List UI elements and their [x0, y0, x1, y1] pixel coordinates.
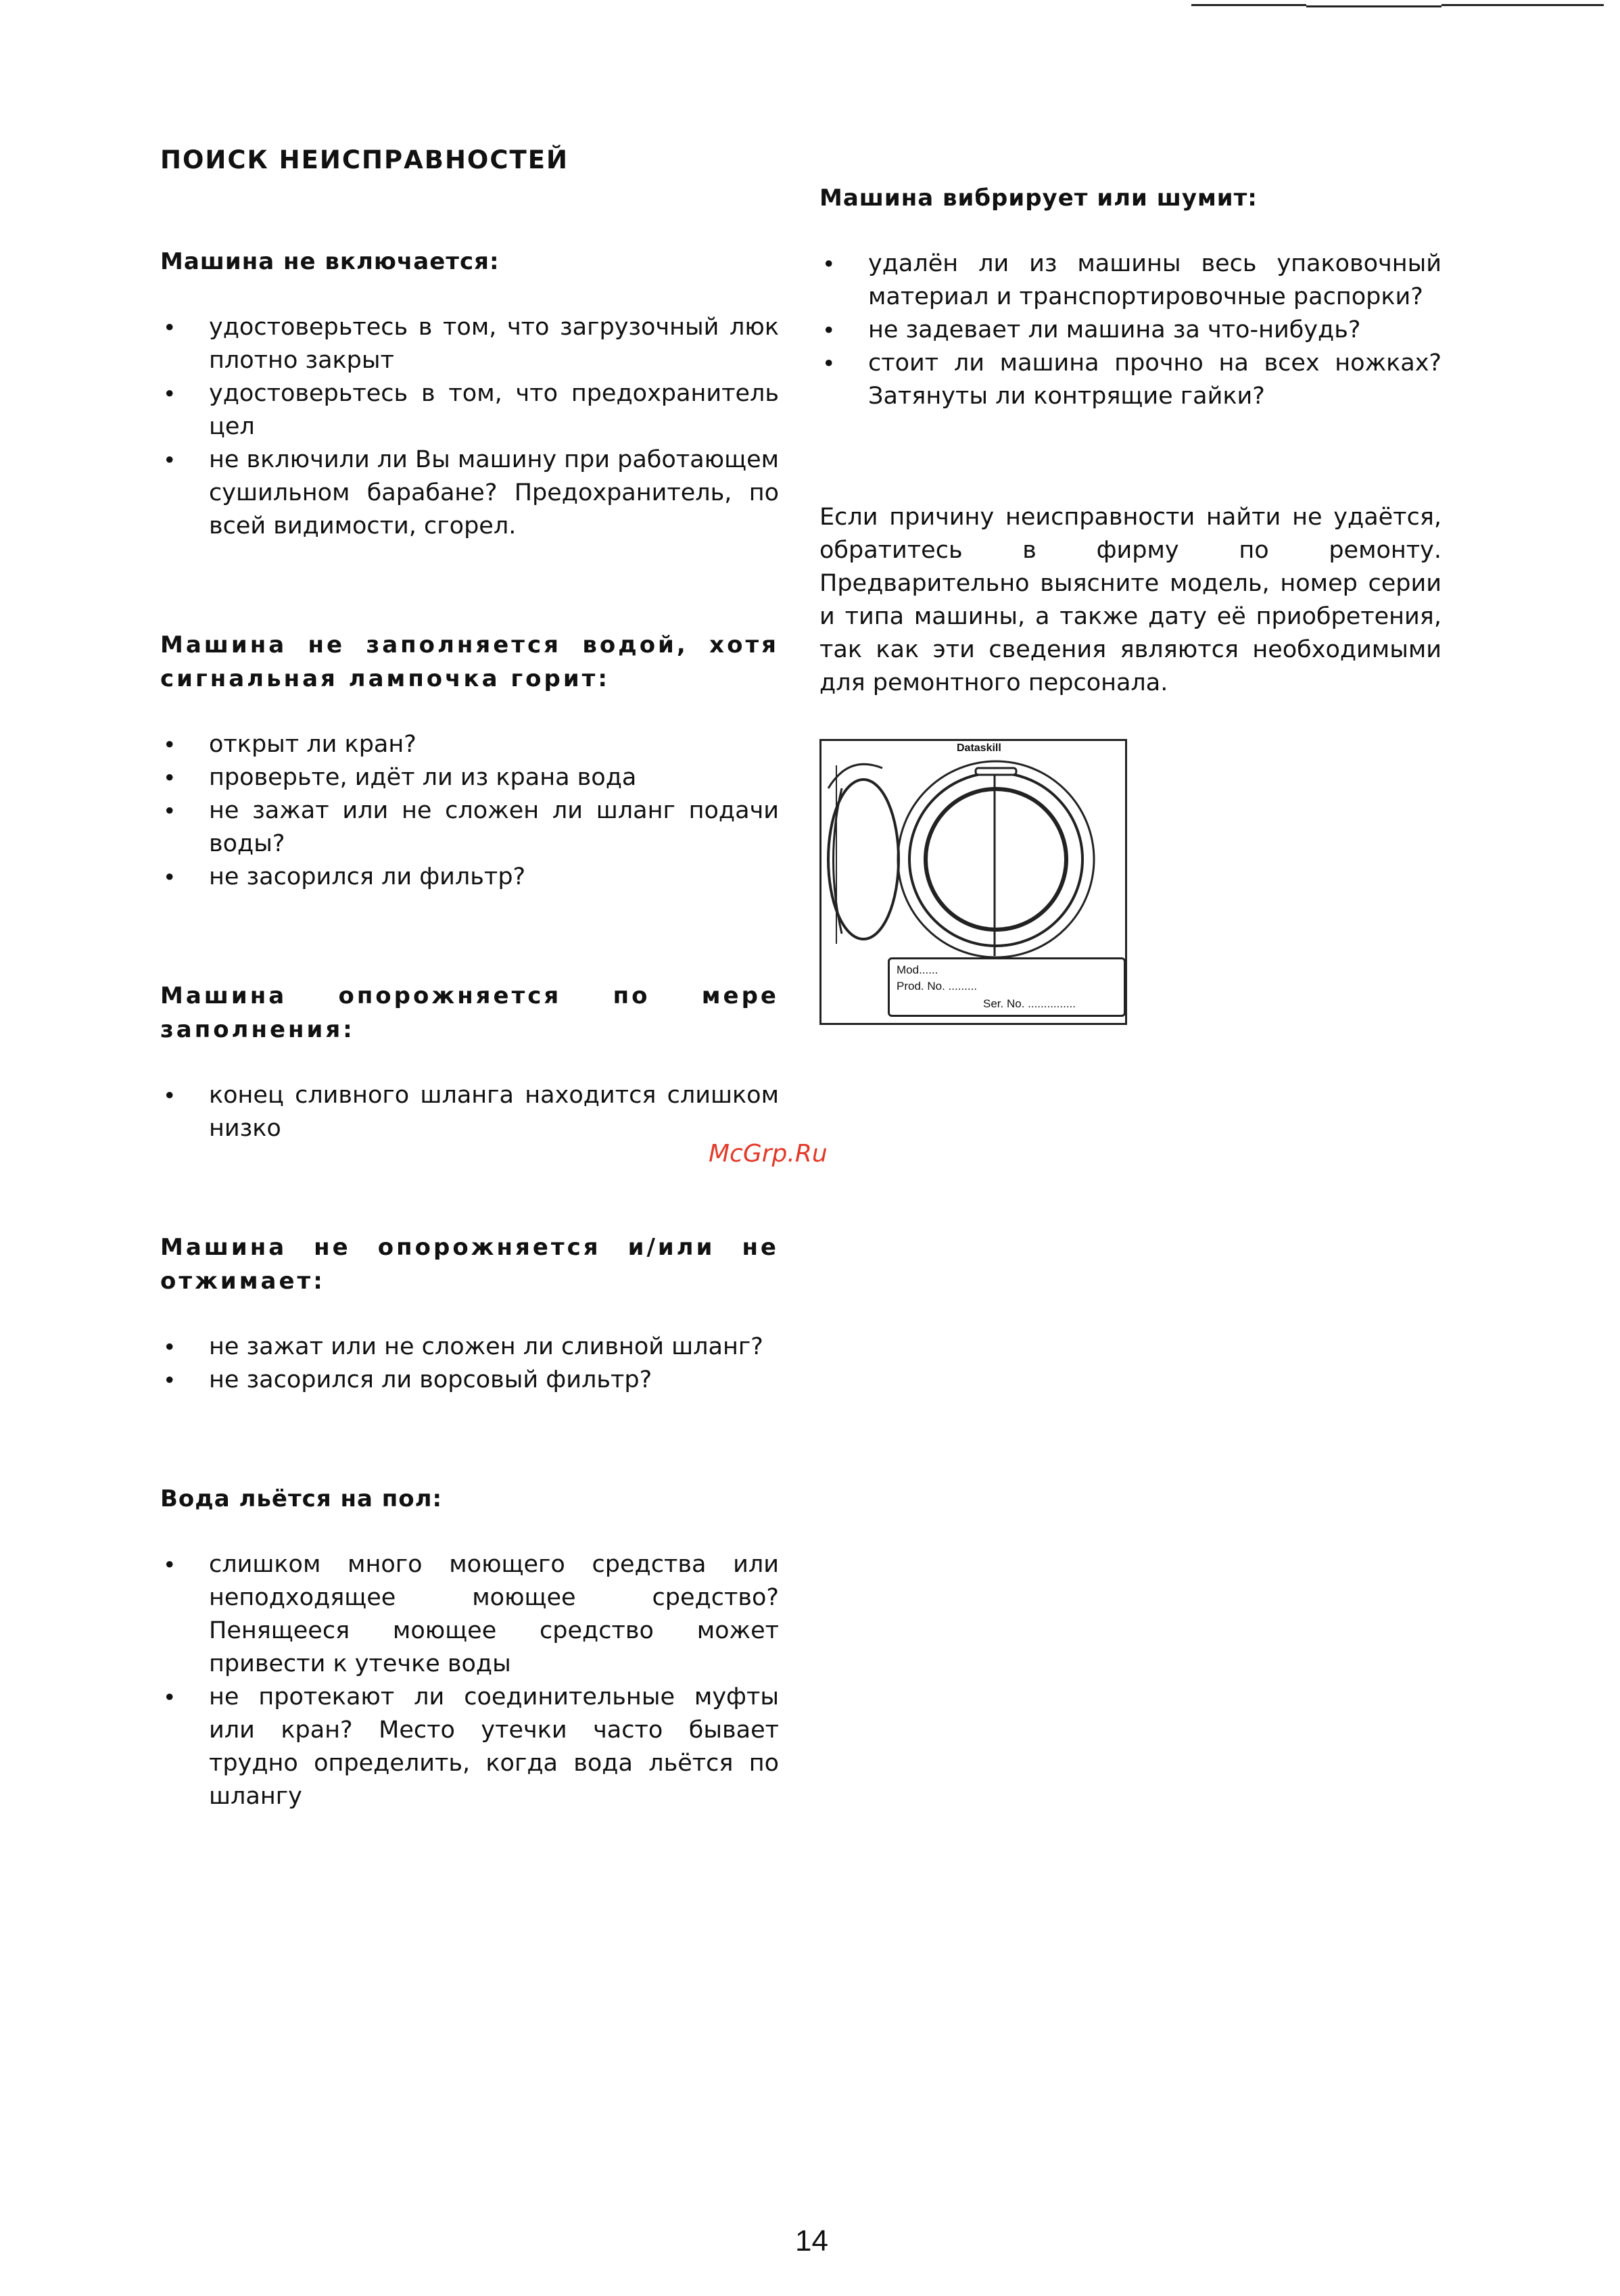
- top-rule: [1191, 4, 1306, 6]
- bullet-list: [819, 247, 1442, 413]
- bullet-list: [160, 1548, 779, 1813]
- bullet-list: [160, 1079, 779, 1145]
- section-heading: Машина вибрирует или шумит:: [819, 185, 1258, 212]
- section: [160, 245, 779, 543]
- section: [160, 628, 779, 894]
- section: [160, 1482, 779, 1813]
- section: [160, 979, 779, 1145]
- top-rule: [1442, 4, 1604, 6]
- brand-label: Dataskill: [957, 742, 1001, 754]
- list-item: • не протекают ли соединительные муфты или кран? Место утечки часто бывает трудно определить, когда вода льётся по шлангу: [160, 1681, 779, 1813]
- list-item: • не засорился ли ворсовый фильтр?: [160, 1364, 779, 1397]
- plate-prod-label: Prod. No. .........: [897, 980, 978, 992]
- right-column: [819, 181, 1442, 700]
- service-paragraph: Если причину неисправности найти не удаётся, обратитесь в фирму по ремонту. Предварительно выясните модель, номер серии и типа машины, а также дату её приобретения, так как эти сведения являются необходимыми для ремонтного персонала.: [819, 504, 1442, 696]
- list-item: • не зажат или не сложен ли сливной шланг?: [160, 1331, 779, 1364]
- section-heading: Вода льётся на пол:: [160, 1485, 443, 1512]
- page-number: 14: [795, 2224, 828, 2257]
- bullet-list: [160, 728, 779, 894]
- list-item: • не включили ли Вы машину при работающем сушильном барабане? Предохранитель, по всей видимости, сгорел.: [160, 444, 779, 543]
- list-item: • проверьте, идёт ли из крана вода: [160, 761, 779, 794]
- bullet-list: [160, 1331, 779, 1397]
- plate-serial-label: Ser. No. ...............: [983, 997, 1076, 1010]
- section-heading: Машина не опорожняется и/или не отжимает:: [160, 1234, 779, 1295]
- list-item: • удостоверьтесь в том, что предохранитель цел: [160, 377, 779, 444]
- list-item: • не зажат или не сложен ли шланг подачи воды?: [160, 794, 779, 861]
- list-item: • стоит ли машина прочно на всех ножках? Затянуты ли контрящие гайки?: [819, 347, 1442, 413]
- top-rule: [1306, 5, 1442, 7]
- rating-plate: [888, 957, 1126, 1017]
- section: [160, 1230, 779, 1397]
- section-heading: Машина не заполняется водой, хотя сигнальная лампочка горит:: [160, 631, 779, 692]
- section-heading: Машина опорожняется по мере заполнения:: [160, 982, 779, 1043]
- list-item: • не задевает ли машина за что-нибудь?: [819, 314, 1442, 347]
- plate-model-label: Mod......: [897, 963, 938, 976]
- list-item: • удостоверьтесь в том, что загрузочный люк плотно закрыт: [160, 311, 779, 377]
- list-item: • слишком много моющего средства или неподходящее моющее средство? Пенящееся моющее средство может привести к утечке воды: [160, 1548, 779, 1681]
- list-item: • не засорился ли фильтр?: [160, 861, 779, 894]
- page-title: ПОИСК НЕИСПРАВНОСТЕЙ: [160, 145, 569, 174]
- watermark: McGrp.Ru: [709, 1140, 828, 1168]
- section-heading: Машина не включается:: [160, 248, 500, 275]
- list-item: • открыт ли кран?: [160, 728, 779, 761]
- list-item: • удалён ли из машины весь упаковочный материал и транспортировочные распорки?: [819, 247, 1442, 314]
- machine-illustration: [819, 739, 1127, 1025]
- list-item: • конец сливного шланга находится слишком низко: [160, 1079, 779, 1145]
- bullet-list: [160, 311, 779, 543]
- left-column: [160, 145, 779, 1898]
